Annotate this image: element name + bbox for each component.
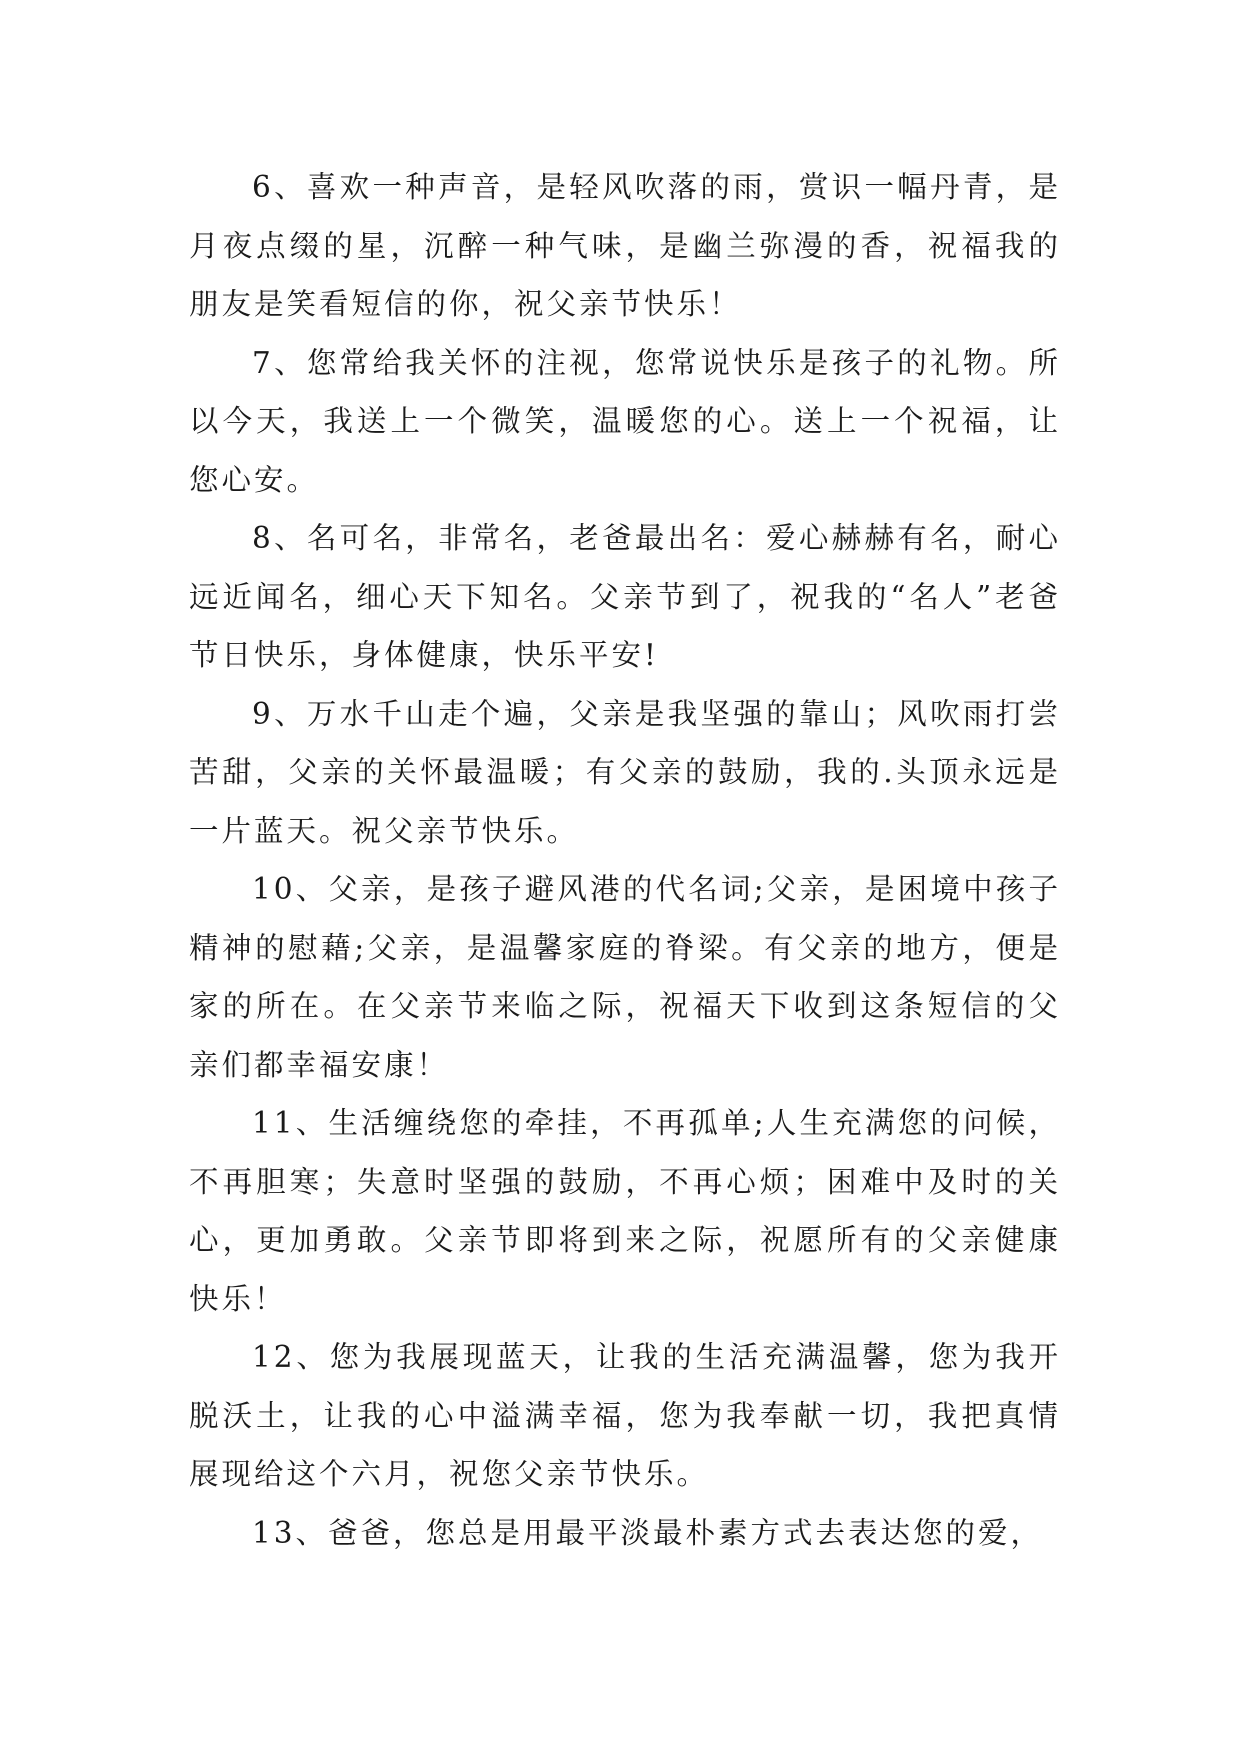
paragraph-12: 12、您为我展现蓝天，让我的生活充满温馨，您为我开脱沃土，让我的心中溢满幸福，您为我奉献一切，我把真情展现给这个六月，祝您父亲节快乐。 [189,1340,1061,1491]
document-body [189,158,1061,1562]
paragraph-8: 8、名可名，非常名，老爸最出名：爱心赫赫有名，耐心远近闻名，细心天下知名。父亲节到了，祝我的“名人”老爸节日快乐，身体健康，快乐平安! [189,521,1061,672]
paragraph-13: 13、爸爸，您总是用最平淡最朴素方式去表达您的爱， [252,1515,1044,1550]
paragraph-6: 6、喜欢一种声音，是轻风吹落的雨，赏识一幅丹青，是月夜点缀的星，沉醉一种气味，是幽兰弥漫的香，祝福我的朋友是笑看短信的你，祝父亲节快乐！ [189,170,1061,321]
paragraph-7: 7、您常给我关怀的注视，您常说快乐是孩子的礼物。所以今天，我送上一个微笑，温暖您的心。送上一个祝福，让您心安。 [189,345,1061,497]
paragraph-10: 10、父亲，是孩子避风港的代名词;父亲，是困境中孩子精神的慰藉;父亲，是温馨家庭的脊梁。有父亲的地方，便是家的所在。在父亲节来临之际，祝福天下收到这条短信的父亲们都幸福安康！ [189,872,1061,1082]
paragraph-9: 9、万水千山走个遍，父亲是我坚强的靠山；风吹雨打尝苦甜，父亲的关怀最温暖；有父亲的鼓励，我的.头顶永远是一片蓝天。祝父亲节快乐。 [189,696,1061,848]
paragraph-11: 11、生活缠绕您的牵挂，不再孤单;人生充满您的问候，不再胆寒；失意时坚强的鼓励，不再心烦；困难中及时的关心，更加勇敢。父亲节即将到来之际，祝愿所有的父亲健康快乐！ [189,1106,1061,1316]
